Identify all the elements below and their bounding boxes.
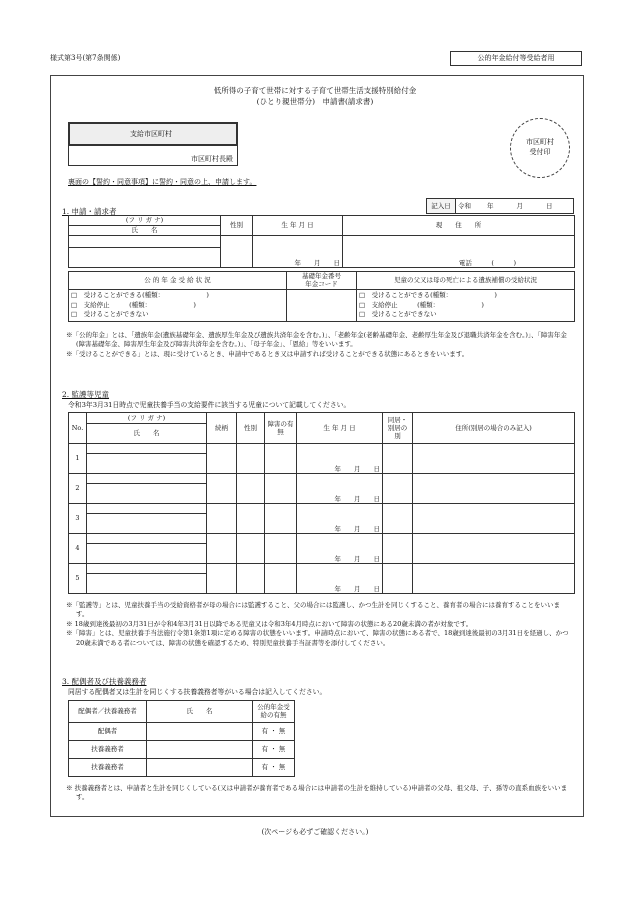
child-address-field[interactable] xyxy=(413,504,575,534)
section3-heading: 3. 配偶者及び扶養義務者 xyxy=(62,677,147,686)
child-birth-field[interactable]: 年 月 日 xyxy=(297,534,383,564)
section2-notes xyxy=(66,601,572,648)
child-relation-field[interactable] xyxy=(207,474,237,504)
section2-note: ※ 18歳到達後最初の3月31日が令和4年3月31日以降である児童又は令和3年4月時点において障害の状態にある20歳未満の者が対象です。 xyxy=(66,619,473,628)
name-header: 氏 名 xyxy=(69,226,221,236)
entry-date-label: 記入日 xyxy=(427,199,456,214)
child-birth-field[interactable]: 年 月 日 xyxy=(297,444,383,474)
child-gender-field[interactable] xyxy=(237,564,265,594)
child-relation-field[interactable] xyxy=(207,564,237,594)
child-name-field[interactable] xyxy=(87,514,207,534)
section2-heading: 2. 監護等児童 xyxy=(62,390,110,399)
section2-note: ※「監護等」とは、児童扶養手当の受給資格者が母の場合には監護すること、父の場合には監護し、かつ生計を同じくすること、養育者の場合には養育することをいいます。 xyxy=(66,601,560,619)
child-birth-field[interactable]: 年 月 日 xyxy=(297,564,383,594)
children-relation-header: 続柄 xyxy=(207,413,237,444)
applicant-birth-field[interactable]: 年 月 日 xyxy=(253,236,343,268)
family-pension-choice[interactable]: 有 ・ 無 xyxy=(253,759,295,777)
family-type-cell: 扶養義務者 xyxy=(69,741,147,759)
children-no-header: No. xyxy=(69,413,87,444)
child-disability-field[interactable] xyxy=(265,564,297,594)
pension-option-suspended[interactable]: □ 支給停止 (種類： ) xyxy=(71,300,196,309)
child-disability-field[interactable] xyxy=(265,444,297,474)
child-gender-field[interactable] xyxy=(237,444,265,474)
child-gender-field[interactable] xyxy=(237,504,265,534)
footer-note: (次ページも必ずご確認ください。) xyxy=(261,828,369,836)
pension-option-none[interactable]: □ 受けることができない xyxy=(71,310,149,319)
child-relation-field[interactable] xyxy=(207,534,237,564)
applicant-furigana-field[interactable] xyxy=(69,236,221,248)
applicant-table xyxy=(68,215,575,268)
section3-notes xyxy=(66,784,572,803)
child-furigana-field[interactable] xyxy=(87,534,207,544)
child-relation-field[interactable] xyxy=(207,504,237,534)
child-furigana-field[interactable] xyxy=(87,444,207,454)
child-cohabit-field[interactable] xyxy=(383,444,413,474)
section1-note: ※「公的年金」とは、「遺族年金(遺族基礎年金、遺族厚生年金及び遺族共済年金を含む。)」、「老齢年金(老齢基礎年金、老齢厚生年金及び退職共済年金を含む。)」、「障害年金(障害基礎年金、障害厚生年金及び障害共済年金を含む。)」、「母子年金」、「恩給」等をいいます。 xyxy=(66,331,567,349)
children-cohabit-header: 同居・別居の別 xyxy=(383,413,413,444)
child-address-field[interactable] xyxy=(413,444,575,474)
section1-heading: 1. 申請・請求者 xyxy=(62,207,117,216)
family-pension-choice[interactable]: 有 ・ 無 xyxy=(253,741,295,759)
child-name-field[interactable] xyxy=(87,574,207,594)
municipality-box xyxy=(68,122,238,166)
child-row-no: 5 xyxy=(69,564,87,594)
furigana-header: (フ リ ガ ナ) xyxy=(69,216,221,226)
section3-note: ※ 扶養義務者とは、申請者と生計を同じくしている(又は申請者が養育者である場合には申請者の生計を維持している)申請者の父母、祖父母、子、孫等の直系血族をいいます。 xyxy=(66,784,568,802)
child-name-field[interactable] xyxy=(87,544,207,564)
child-cohabit-field[interactable] xyxy=(383,534,413,564)
pension-option-receivable[interactable]: □ 受けることができる(種類： ) xyxy=(71,291,209,300)
survivor-option-receivable[interactable]: □ 受けることができる(種類： ) xyxy=(359,291,497,300)
recipient-type-box: 公的年金給付等受給者用 xyxy=(450,51,582,66)
section1-notes xyxy=(66,331,572,359)
family-pension-choice[interactable]: 有 ・ 無 xyxy=(253,723,295,741)
child-name-field[interactable] xyxy=(87,484,207,504)
child-cohabit-field[interactable] xyxy=(383,504,413,534)
children-birth-header: 生 年 月 日 xyxy=(297,413,383,444)
survivor-option-none[interactable]: □ 受けることができない xyxy=(359,310,437,319)
mayor-label: 市区町村長殿 xyxy=(191,155,233,163)
child-furigana-field[interactable] xyxy=(87,504,207,514)
child-gender-field[interactable] xyxy=(237,474,265,504)
child-cohabit-field[interactable] xyxy=(383,564,413,594)
children-disability-header: 障害の有無 xyxy=(265,413,297,444)
family-name-field[interactable] xyxy=(147,759,253,777)
child-address-field[interactable] xyxy=(413,474,575,504)
family-table xyxy=(68,700,295,777)
child-disability-field[interactable] xyxy=(265,534,297,564)
section1-note: ※「受けることができる」とは、現に受けているとき、申請中であるとき又は申請すれば受けることができる状態にあるときをいいます。 xyxy=(66,349,469,358)
family-pension-header: 公的年金受給の有無 xyxy=(253,701,295,723)
children-address-header: 住所(別居の場合のみ記入) xyxy=(413,413,575,444)
applicant-name-field[interactable] xyxy=(69,248,221,268)
municipality-label: 支給市区町村 xyxy=(68,122,238,146)
child-furigana-field[interactable] xyxy=(87,474,207,484)
child-cohabit-field[interactable] xyxy=(383,474,413,504)
form-number: 様式第3号(第7条関係) xyxy=(50,54,121,62)
survivor-status-header: 児童の父又は母の死亡による遺族補償の受給状況 xyxy=(357,272,575,290)
family-type-cell: 配偶者 xyxy=(69,723,147,741)
child-address-field[interactable] xyxy=(413,534,575,564)
section3-intro: 同居する配偶者又は生計を同じくする扶養義務者等がいる場合は記入してください。 xyxy=(68,688,327,696)
pension-table xyxy=(68,271,575,322)
entry-date-era: 令和 xyxy=(456,199,486,214)
family-name-field[interactable] xyxy=(147,723,253,741)
child-address-field[interactable] xyxy=(413,564,575,594)
stamp-line2: 受付印 xyxy=(529,148,551,156)
gender-header: 性別 xyxy=(221,216,253,236)
pension-status-header: 公 的 年 金 受 給 状 況 xyxy=(69,272,287,290)
entry-date-month: 月 xyxy=(515,199,545,214)
birth-header: 生 年 月 日 xyxy=(253,216,343,236)
form-subtitle: (ひとり親世帯分) 申請書(請求書) xyxy=(256,97,374,106)
family-type-header: 配偶者／扶養義務者 xyxy=(69,701,147,723)
section2-intro: 令和3年3月31日時点で児童扶養手当の支給要件に該当する児童について記載してください。 xyxy=(68,401,351,409)
survivor-option-suspended[interactable]: □ 支給停止 (種類： ) xyxy=(359,300,484,309)
form-title: 低所得の子育て世帯に対する子育て世帯生活支援特別給付金 xyxy=(213,86,417,95)
child-furigana-field[interactable] xyxy=(87,564,207,574)
family-name-header: 氏 名 xyxy=(147,701,253,723)
child-gender-field[interactable] xyxy=(237,534,265,564)
child-disability-field[interactable] xyxy=(265,504,297,534)
entry-date-day: 日 xyxy=(544,199,574,214)
child-name-field[interactable] xyxy=(87,454,207,474)
family-name-field[interactable] xyxy=(147,741,253,759)
child-birth-field[interactable]: 年 月 日 xyxy=(297,474,383,504)
applicant-gender-field[interactable] xyxy=(221,236,253,268)
applicant-tel-field[interactable]: 電話 ( ) xyxy=(343,236,575,268)
address-header: 現 住 所 xyxy=(343,216,575,236)
section2-note: ※「障害」とは、児童扶養手当法施行令第1条第1項に定める障害の状態をいいます。申請時点において、障害の状態にある者で、18歳到達後最初の3月31日を経過し、かつ20歳未満である者については、障害の状態を確認するため、特別児童扶養手当証書等を添付してください。 xyxy=(66,629,569,647)
child-disability-field[interactable] xyxy=(265,474,297,504)
children-furigana-header: (フ リ ガ ナ) xyxy=(87,413,207,424)
stamp-line1: 市区町村 xyxy=(526,138,554,146)
entry-date-table xyxy=(426,198,574,214)
child-birth-field[interactable]: 年 月 日 xyxy=(297,504,383,534)
child-row-no: 2 xyxy=(69,474,87,504)
child-row-no: 3 xyxy=(69,504,87,534)
pension-code-header: 基礎年金番号 年金コード xyxy=(287,272,357,290)
entry-date-year: 年 xyxy=(485,199,515,214)
children-gender-header: 性別 xyxy=(237,413,265,444)
children-name-header: 氏 名 xyxy=(87,424,207,444)
reception-stamp-circle xyxy=(510,118,570,178)
family-type-cell: 扶養義務者 xyxy=(69,759,147,777)
children-table xyxy=(68,412,575,594)
child-row-no: 1 xyxy=(69,444,87,474)
child-relation-field[interactable] xyxy=(207,444,237,474)
pension-code-field[interactable] xyxy=(287,290,357,322)
pledge-text: 裏面の【誓約・同意事項】に誓約・同意の上、申請します。 xyxy=(68,178,257,186)
child-row-no: 4 xyxy=(69,534,87,564)
